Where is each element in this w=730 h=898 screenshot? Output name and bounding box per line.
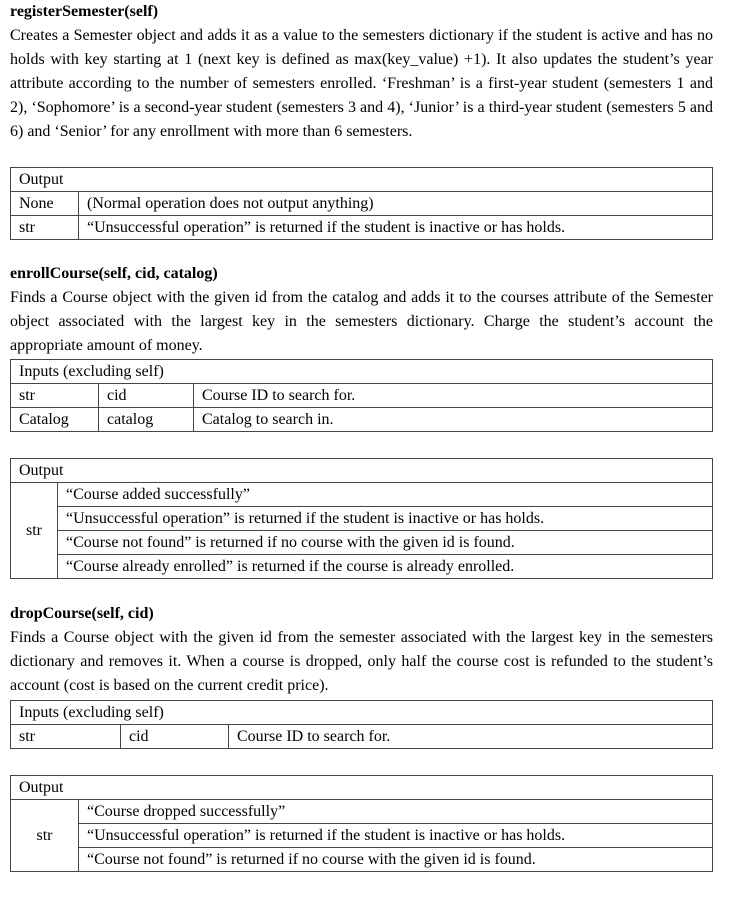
output-type: str <box>11 483 58 579</box>
input-name: catalog <box>99 408 194 432</box>
table-row <box>11 408 713 432</box>
method-description: Finds a Course object with the given id from the semester associated with the largest key in the semesters dictionary and removes it. When a course is dropped, only half the course cost is refunded to the student’s account (cost is based on the current credit price). <box>10 629 713 694</box>
table-row <box>11 555 713 579</box>
input-type: str <box>11 384 99 408</box>
output-desc: “Course dropped successfully” <box>79 800 713 824</box>
table-row <box>11 192 713 216</box>
output-header: Output <box>11 168 713 192</box>
table-row <box>11 531 713 555</box>
register-semester-section <box>10 0 713 144</box>
table-row <box>11 848 713 872</box>
input-type: str <box>11 725 121 749</box>
method-description: Creates a Semester object and adds it as a value to the semesters dictionary if the student is active and has no holds with key starting at 1 (next key is defined as max(key_value) +1). It also updates the student’s year attribute according to the number of semesters enrolled. ‘Freshman’ is a first-year student (semesters 1 and 2), ‘Sophomore’ is a second-year student (semesters 3 and 4), ‘Junior’ is a third-year student (semesters 5 and 6) and ‘Senior’ for any enrollment with more than 6 semesters. <box>10 27 713 140</box>
drop-output-table <box>10 775 713 872</box>
output-type: str <box>11 800 79 872</box>
input-desc: Catalog to search in. <box>194 408 713 432</box>
table-row <box>11 824 713 848</box>
inputs-header: Inputs (excluding self) <box>11 360 713 384</box>
method-title: registerSemester(self) <box>10 3 159 20</box>
register-output-table <box>10 167 713 240</box>
output-desc: “Unsuccessful operation” is returned if the student is inactive or has holds. <box>79 216 713 240</box>
output-desc: “Unsuccessful operation” is returned if the student is inactive or has holds. <box>58 507 713 531</box>
table-row <box>11 800 713 824</box>
method-title: enrollCourse(self, cid, catalog) <box>10 265 218 282</box>
method-description: Finds a Course object with the given id from the catalog and adds it to the courses attribute of the Semester object associated with the largest key in the semesters dictionary. Charge the student’s account the appropriate amount of money. <box>10 289 713 354</box>
output-desc: “Unsuccessful operation” is returned if the student is inactive or has holds. <box>79 824 713 848</box>
output-header: Output <box>11 776 713 800</box>
table-row <box>11 384 713 408</box>
table-row <box>11 507 713 531</box>
output-type: None <box>11 192 79 216</box>
output-desc: (Normal operation does not output anything) <box>79 192 713 216</box>
table-row <box>11 216 713 240</box>
output-desc: “Course not found” is returned if no course with the given id is found. <box>79 848 713 872</box>
input-desc: Course ID to search for. <box>194 384 713 408</box>
enroll-course-section <box>10 262 713 358</box>
inputs-header: Inputs (excluding self) <box>11 701 713 725</box>
input-name: cid <box>99 384 194 408</box>
output-desc: “Course already enrolled” is returned if the course is already enrolled. <box>58 555 713 579</box>
drop-inputs-table <box>10 700 713 749</box>
input-type: Catalog <box>11 408 99 432</box>
output-desc: “Course added successfully” <box>58 483 713 507</box>
method-title: dropCourse(self, cid) <box>10 605 154 622</box>
output-header: Output <box>11 459 713 483</box>
input-desc: Course ID to search for. <box>229 725 713 749</box>
table-row <box>11 483 713 507</box>
output-type: str <box>11 216 79 240</box>
enroll-inputs-table <box>10 359 713 432</box>
enroll-output-table <box>10 458 713 579</box>
output-desc: “Course not found” is returned if no course with the given id is found. <box>58 531 713 555</box>
input-name: cid <box>121 725 229 749</box>
table-row <box>11 725 713 749</box>
drop-course-section <box>10 602 713 698</box>
